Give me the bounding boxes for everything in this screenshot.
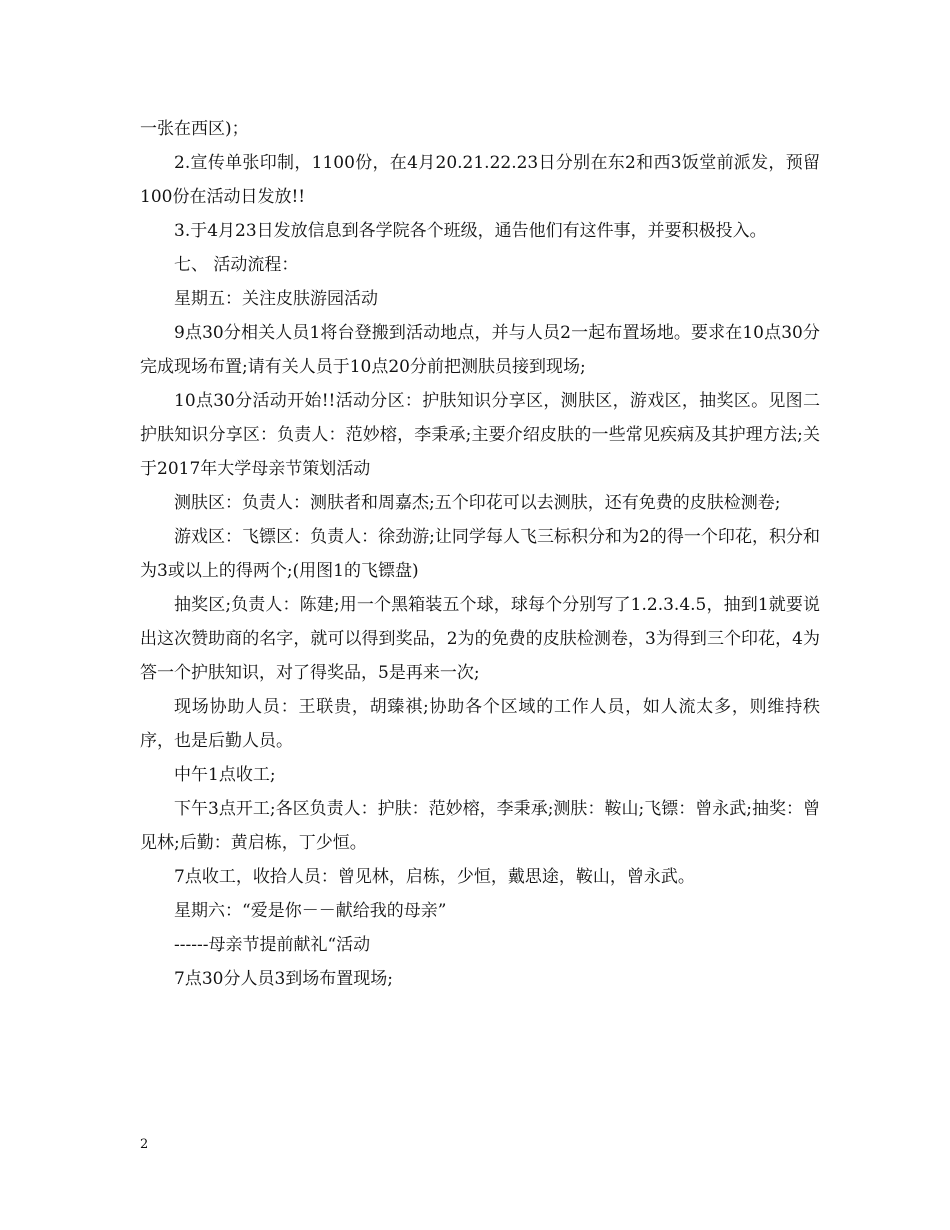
paragraph-saturday-setup: 7点30分人员3到场布置现场; [174,969,393,989]
paragraph-evening: 7点收工，收拾人员：曾见林，启栋，少恒，戴思途，鞍山，曾永武。 [174,867,695,887]
paragraph-noon: 中午1点收工; [174,765,276,785]
paragraph-afternoon: 下午3点开工;各区负责人：护肤：范妙榕，李秉承;测肤：鞍山;飞镖：曾永武;抽奖：曾见林;后勤：黄启栋，丁少恒。 [140,799,820,853]
paragraph-saturday-title: 星期六：“爱是你－－献给我的母亲” [174,901,447,921]
paragraph-game-zone: 游戏区：飞镖区：负责人：徐劲游;让同学每人飞三标积分和为2的得一个印花，积分和为3或以上的得两个;(用图1的飞镖盘) [140,527,820,581]
page-number: 2 [140,1137,149,1152]
document-body [140,112,820,996]
paragraph-1: 一张在西区)； [140,119,249,139]
section-heading: 七、 活动流程： [174,255,299,275]
paragraph-lottery-zone: 抽奖区;负责人：陈建;用一个黑箱装五个球，球每个分别写了1.2.3.4.5，抽到1就要说出这次赞助商的名字，就可以得到奖品，2为的免费的皮肤检测卷，3为得到三个印花，4为答一个护肤知识，对了得奖品，5是再来一次; [140,595,820,683]
paragraph-saturday-subtitle: ------母亲节提前献礼“活动 [174,935,371,955]
paragraph-friday-title: 星期五：关注皮肤游园活动 [174,289,378,309]
paragraph-activity-start: 10点30分活动开始!!活动分区：护肤知识分享区，测肤区，游戏区，抽奖区。见图二 护肤知识分享区：负责人：范妙榕，李秉承;主要介绍皮肤的一些常见疾病及其护理方法;关于2017年大学母亲节策划活动 [140,391,820,479]
paragraph-assistants: 现场协助人员：王联贵，胡臻祺;协助各个区域的工作人员，如人流太多，则维持秩序，也是后勤人员。 [140,697,820,751]
paragraph-2: 2.宣传单张印制，1100份，在4月20.21.22.23日分别在东2和西3饭堂前派发，预留100份在活动日发放!! [140,153,820,207]
paragraph-setup: 9点30分相关人员1将台登搬到活动地点，并与人员2一起布置场地。要求在10点30分完成现场布置;请有关人员于10点20分前把测肤员接到现场; [140,323,820,377]
paragraph-3: 3.于4月23日发放信息到各学院各个班级，通告他们有这件事，并要积极投入。 [174,221,767,241]
paragraph-skin-test: 测肤区：负责人：测肤者和周嘉杰;五个印花可以去测肤，还有免费的皮肤检测卷; [174,493,781,513]
